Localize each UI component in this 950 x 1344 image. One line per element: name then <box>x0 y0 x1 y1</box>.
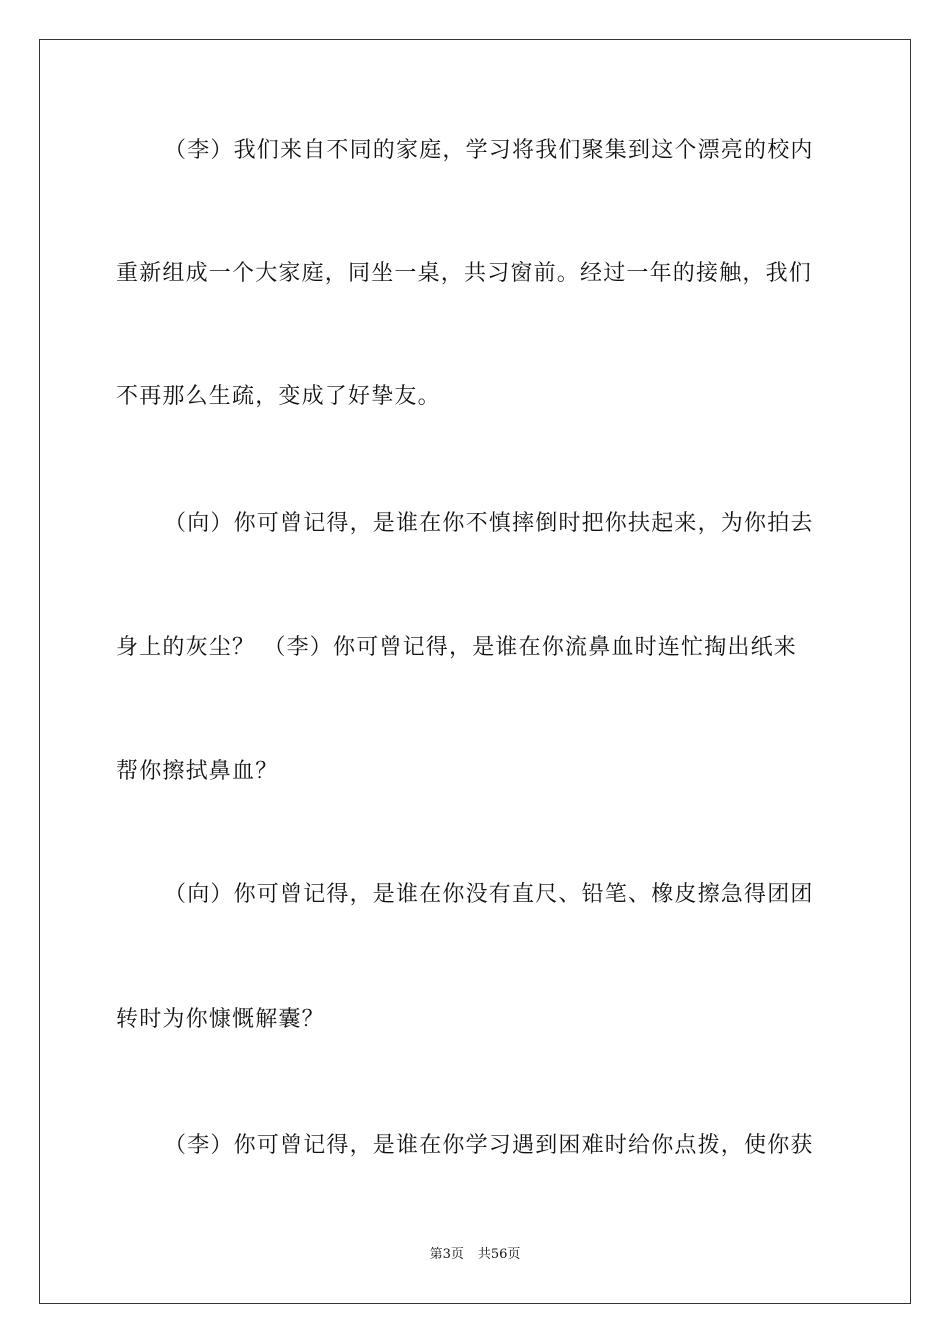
page-total: 共56页 <box>477 1247 521 1262</box>
page-number: 第3页 <box>429 1247 464 1262</box>
paragraph-line-6: 帮你擦拭鼻血？ <box>116 759 279 784</box>
paragraph-line-1: （李）我们来自不同的家庭，学习将我们聚集到这个漂亮的校内 <box>164 138 814 163</box>
paragraph-line-9: （李）你可曾记得，是谁在你学习遇到困难时给你点拨，使你获 <box>164 1133 814 1158</box>
paragraph-line-5: 身上的灰尘？ （李）你可曾记得，是谁在你流鼻血时连忙掏出纸来 <box>116 635 797 660</box>
page-frame <box>39 39 911 1304</box>
paragraph-line-7: （向）你可曾记得，是谁在你没有直尺、铅笔、橡皮擦急得团团 <box>164 882 814 907</box>
paragraph-line-2: 重新组成一个大家庭，同坐一桌，共习窗前。经过一年的接触，我们 <box>116 261 813 286</box>
paragraph-line-8: 转时为你慷慨解囊？ <box>116 1007 325 1032</box>
page-footer <box>0 1246 950 1264</box>
paragraph-line-3: 不再那么生疏，变成了好挚友。 <box>116 384 441 409</box>
paragraph-line-4: （向）你可曾记得，是谁在你不慎摔倒时把你扶起来，为你拍去 <box>164 511 814 536</box>
